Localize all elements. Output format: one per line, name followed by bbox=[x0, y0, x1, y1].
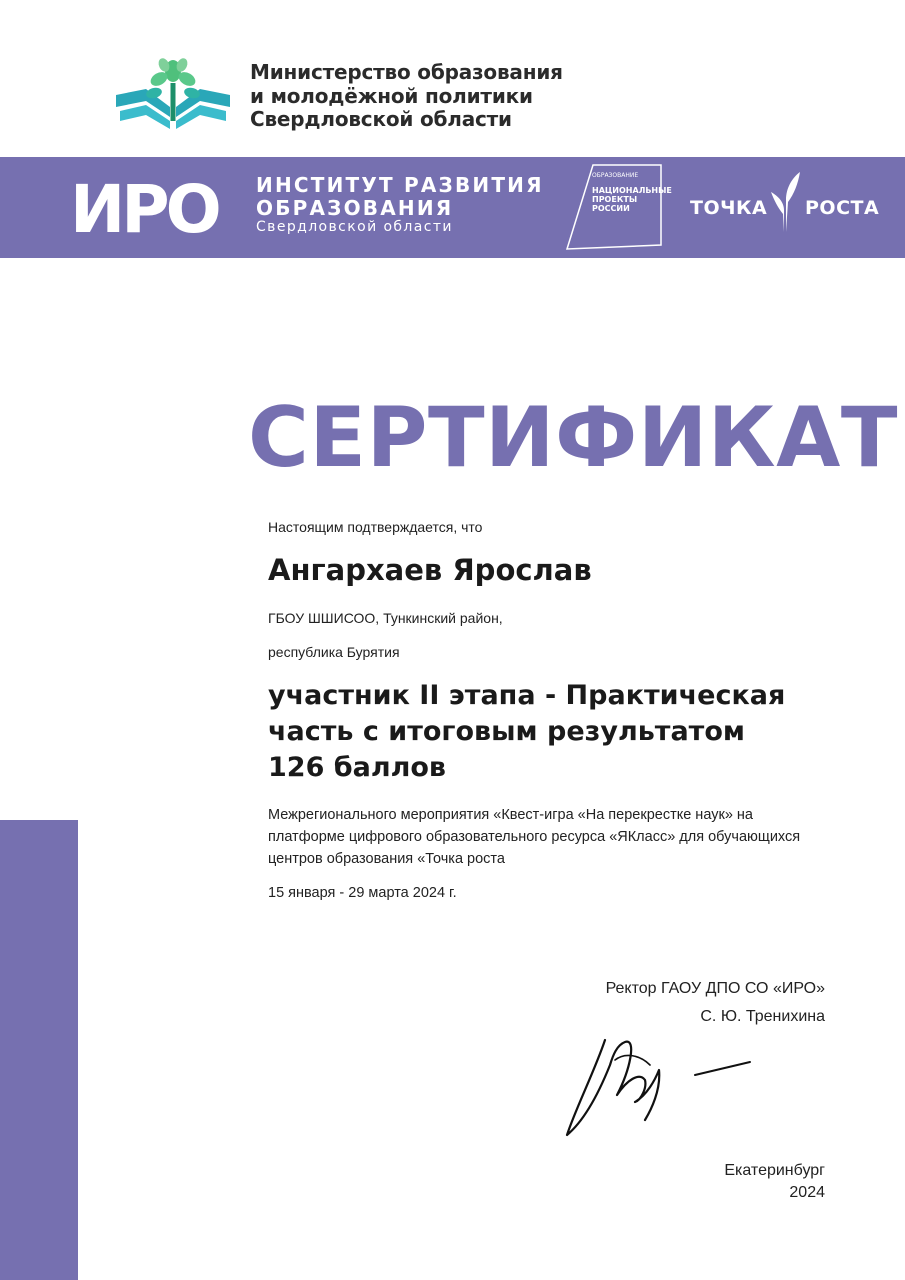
national-projects-small-label: ОБРАЗОВАНИЕ bbox=[592, 172, 639, 179]
certificate-title: СЕРТИФИКАТ bbox=[248, 389, 898, 486]
wheel-left-bar bbox=[0, 820, 78, 1280]
confirmation-text: Настоящим подтверждается, что bbox=[268, 519, 483, 535]
event-description-line-1: Межрегионального мероприятия «Квест-игра «На перекрестке наук» на bbox=[268, 807, 753, 823]
recipient-name: Ангархаев Ярослав bbox=[268, 553, 592, 587]
ministry-name-line-1: Министерство образования bbox=[250, 60, 563, 84]
iro-logo-text: ИРО bbox=[70, 176, 218, 238]
tochka-rosta-left: ТОЧКА bbox=[690, 197, 768, 219]
ministry-tree-book-logo bbox=[112, 55, 234, 135]
iro-name-line-2: ОБРАЗОВАНИЯ bbox=[256, 196, 454, 220]
signer-name: С. Ю. Тренихина bbox=[700, 1008, 825, 1025]
event-description-line-2: платформе цифрового образовательного ресурса «ЯКласс» для обучающихся bbox=[268, 829, 801, 845]
handwritten-signature bbox=[555, 1010, 765, 1150]
organization-line-2: республика Бурятия bbox=[268, 644, 400, 660]
tochka-rosta-right: РОСТА bbox=[805, 197, 880, 219]
result-line-3: 126 баллов bbox=[268, 752, 447, 783]
signer-position: Ректор ГАОУ ДПО СО «ИРО» bbox=[605, 980, 825, 997]
year: 2024 bbox=[789, 1184, 825, 1201]
result-line-2: часть с итоговым результатом bbox=[268, 716, 745, 747]
ministry-name-line-2: и молодёжной политики bbox=[250, 84, 533, 108]
event-description-line-3: центров образования «Точка роста bbox=[268, 851, 505, 867]
city: Екатеринбург bbox=[724, 1162, 825, 1179]
ministry-name-line-3: Свердловской области bbox=[250, 107, 512, 131]
iro-region: Свердловской области bbox=[256, 219, 453, 235]
result-line-1: участник II этапа - Практическая bbox=[268, 680, 786, 711]
event-dates: 15 января - 29 марта 2024 г. bbox=[268, 885, 457, 901]
iro-name-line-1: ИНСТИТУТ РАЗВИТИЯ bbox=[256, 173, 544, 197]
national-projects-label: НАЦИОНАЛЬНЫЕ ПРОЕКТЫ РОССИИ bbox=[592, 186, 672, 213]
sprout-icon bbox=[768, 170, 804, 234]
iro-logo bbox=[70, 176, 240, 238]
organization-line-1: ГБОУ ШШИСОО, Тункинский район, bbox=[268, 610, 503, 626]
